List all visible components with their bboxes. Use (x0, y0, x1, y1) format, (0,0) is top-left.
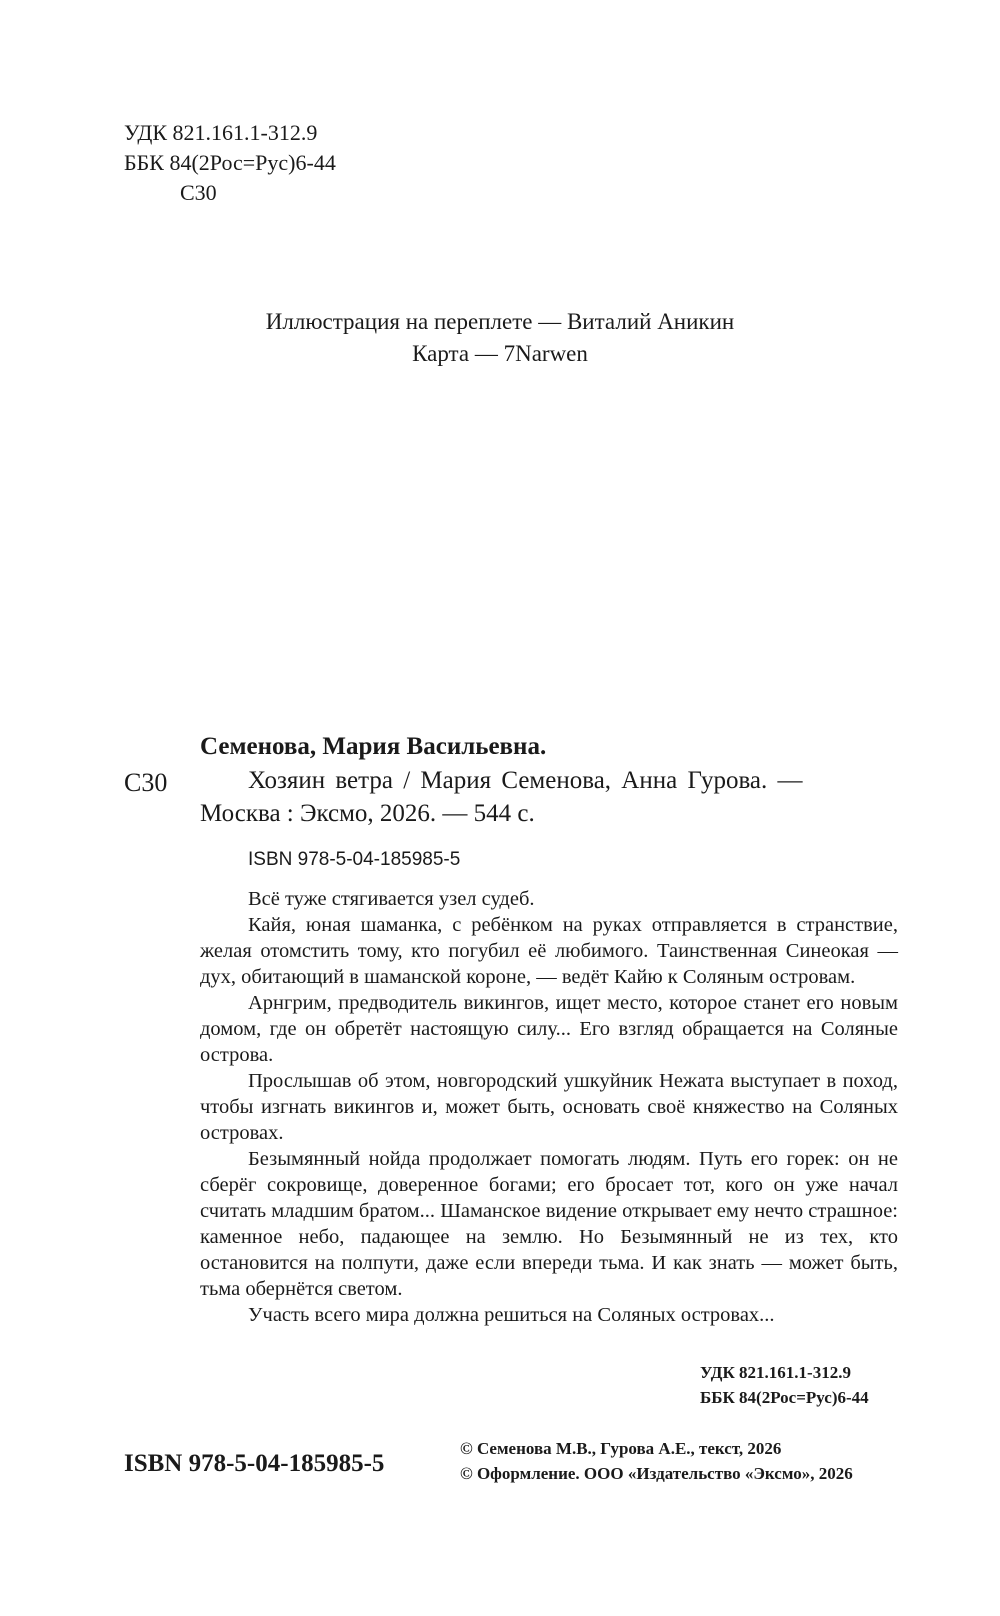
illustration-credits (0, 306, 1000, 370)
annotation-paragraph: Безымянный нойда продолжает помогать людям. Путь его горек: он не сберёг сокровище, доверенное богами; его бросает тот, кого он уже начал считать младшим братом... Шаманское видение открывает ему нечто страшное: каменное небо, падающее на землю. Но Безымянный не из тех, кто остановится на полпути, даже если впереди тьма. И как знать — может быть, тьма обернётся светом. (200, 1148, 898, 1300)
bottom-bbk-code: ББК 84(2Рос=Рус)6-44 (700, 1388, 869, 1407)
cover-illustration-credit: Иллюстрация на переплете — Виталий Аникин (265, 309, 735, 334)
udk-code: УДК 821.161.1-312.9 (124, 120, 318, 145)
bbk-code: ББК 84(2Рос=Рус)6-44 (124, 150, 336, 175)
card-publication: Москва : Эксмо, 2026. — 544 с. (200, 800, 535, 827)
card-author-sign: С30 (124, 768, 168, 797)
annotation-paragraph: Всё туже стягивается узел судеб. (248, 888, 535, 910)
bottom-classification-codes (700, 1360, 869, 1410)
annotation-paragraph: Арнгрим, предводитель викингов, ищет место, которое станет его новым домом, где он обретёт настоящую силу... Его взгляд обращается на Соляные острова. (200, 992, 898, 1066)
top-classification-codes (124, 118, 336, 208)
text-copyright: © Семенова М.В., Гурова А.Е., текст, 2026 (460, 1439, 782, 1458)
card-author: Семенова, Мария Васильевна. (200, 733, 547, 760)
annotation-paragraph: Участь всего мира должна решиться на Соляных островах... (248, 1304, 775, 1326)
card-isbn: ISBN 978-5-04-185985-5 (248, 849, 461, 870)
author-sign-code: С30 (180, 180, 217, 205)
map-credit: Карта — 7Narwen (412, 341, 588, 366)
bottom-udk-code: УДК 821.161.1-312.9 (700, 1363, 851, 1382)
card-title: Хозяин ветра / Мария Семенова, Анна Гурова. — (248, 767, 803, 794)
annotation (200, 886, 898, 1328)
annotation-paragraph: Кайя, юная шаманка, с ребёнком на руках отправляется в странствие, желая отомстить тому, кто погубил её любимого. Таинственная Синеокая — дух, обитающий в шаманской короне, — ведёт Кайю к Соляным островам. (200, 914, 898, 988)
design-copyright: © Оформление. ООО «Издательство «Эксмо», 2026 (460, 1464, 853, 1483)
bottom-isbn: ISBN 978-5-04-185985-5 (124, 1450, 385, 1477)
annotation-paragraph: Прослышав об этом, новгородский ушкуйник Нежата выступает в поход, чтобы изгнать викингов и, может быть, основать своё княжество на Соляных островах. (200, 1070, 898, 1144)
copyright-block (460, 1436, 853, 1486)
